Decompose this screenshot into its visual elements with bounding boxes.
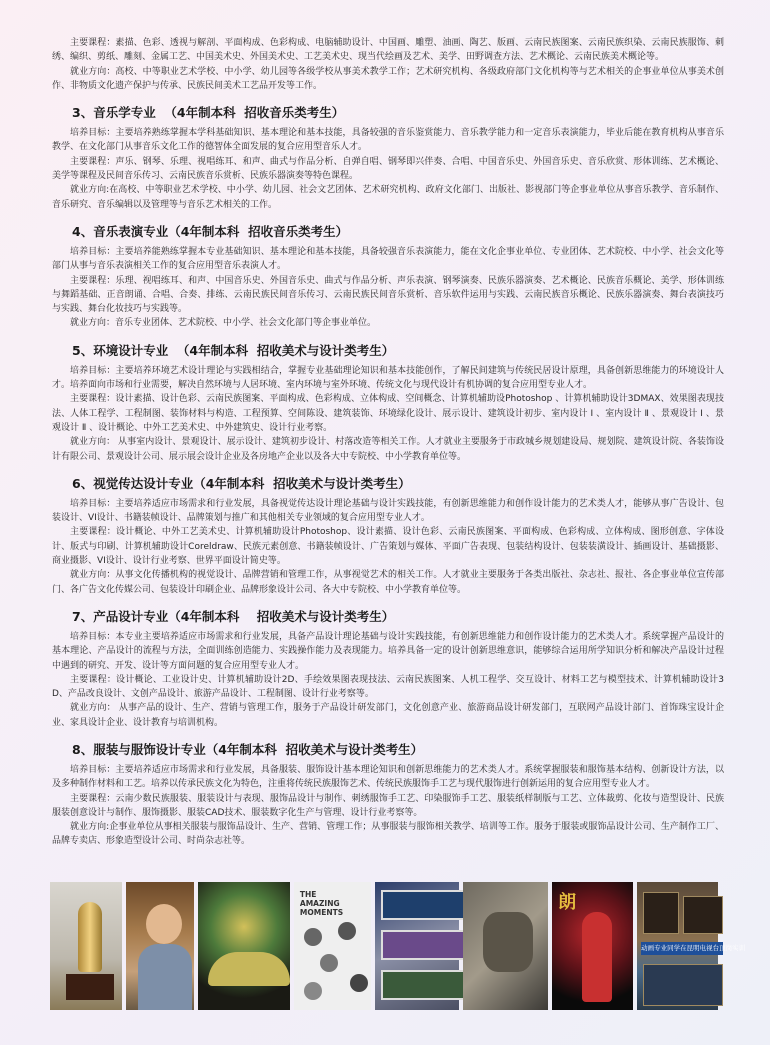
section-paragraph: 主要课程：设计概论、工业设计史、计算机辅助设计2D、手绘效果图表现技法、云南民族图案、人机工程学、交互设计、材料工艺与模型技术、计算机辅助设计3D、产品改良设计、文创产品设计、旅游产品设计、工程制图、设计行业考察等。: [52, 674, 724, 700]
section-title: 5、环境设计专业 （4年制本科 招收美术与设计类考生）: [72, 342, 395, 358]
section-paragraph: 培养目标：本专业主要培养适应市场需求和行业发展，具备产品设计理论基础与设计实践技能，有创新思维能力和创作设计能力的艺术类人才。系统掌握产品设计的基本理论、产品设计的流程与方法，全面训练创造能力、实践操作能力及表现能力。培养具备一定的设计创新思维意识，能够综合运用所学知识分析和解决产品设计过程中遇到的研究、开发、设计等方面问题的复合应用型专业人才。: [52, 631, 724, 671]
jewelry-icon: [304, 928, 322, 946]
section-paragraph: 培养目标：主要培养适应市场需求和行业发展，具备视觉传达设计理论基础与设计实践技能，有创新思维能力和创作设计能力的艺术类人才，能够从事广告设计、包装设计、VI设计、书籍装帧设计、品牌策划与推广和其他相关专业领域的复合应用型专业人才。: [52, 498, 724, 524]
jewelry-icon: [338, 922, 356, 940]
sculpture-shape: [483, 912, 533, 972]
trophy-photo: [50, 882, 122, 1010]
section-paragraph: 主要课程：设计概论、中外工艺美术史、计算机辅助设计Photoshop、设计素描、设计色彩、云南民族图案、平面构成、色彩构成、立体构成、图形创意、字体设计、版式与印刷、计算机辅助设计Coreldraw、民族元素创意、书籍装帧设计、广告策划与媒体、平面广告表现、包装结构设计、包装装潢设计、插画设计、基础摄影、商业摄影、VI设计、设计行业考察、世界平面设计简史等。: [52, 527, 724, 567]
photo-gallery: [50, 882, 746, 1010]
main-content: [52, 36, 724, 849]
collage-panel: [381, 930, 465, 960]
jewelry-icon: [350, 974, 368, 992]
display-box: [683, 896, 723, 934]
section-paragraph: 主要课程：乐理、视唱练耳、和声、中国音乐史、外国音乐史、曲式与作品分析、声乐表演、钢琴演奏、民族乐器演奏、艺术概论、民族音乐概论、美学、形体训练与舞蹈基础、正音朗诵、合唱、合奏、排练、云南民族民间音乐传习、云南民族民间音乐赏析、音乐软件运用与实践、云南民族音乐概论、民族乐器演奏、舞台表演技巧与实践、舞台化妆技巧与实践等。: [52, 275, 724, 315]
top-employment-paragraph: 就业方向：高校、中等职业艺术学校、中小学、幼儿园等各级学校从事美术教学工作；艺术研究机构、各级政府部门文化机构等与艺术相关的企事业单位从事美术创作、非物质文化遗产保护与传承、民族民间美术工艺品开发等工作。: [52, 66, 724, 91]
section-paragraph: 培养目标：主要培养适应市场需求和行业发展，具备服装、服饰设计基本理论知识和创新思维能力的艺术类人才。系统掌握服装和服饰基本结构、创新设计方法，以及多种制作材料和工艺。培养以传承民族文化为特色，注重将传统民族服饰艺术、传统民族服饰手工艺与现代服饰进行创新运用的复合应用型专业人才。: [52, 764, 724, 790]
collage-panel: [381, 890, 465, 920]
costume-figure: [582, 912, 612, 1002]
section-paragraph: 就业方向： 从事室内设计、景观设计、展示设计、建筑初步设计、村落改造等相关工作。人才就业主要服务于市政城乡规划建设局、规划院、建筑设计院、各装饰设计有限公司、景观设计公司、展示展会设计企业及各房地产企业以及各大中专院校、中小学教育单位等。: [52, 437, 724, 462]
display-box: [643, 892, 679, 934]
book-design-photo: [294, 882, 371, 1010]
section-environment-design: [52, 343, 724, 464]
section-paragraph: 就业方向:企事业单位从事相关服装与服饰品设计、生产、营销、管理工作；从事服装与服饰相关教学、培训等工作。服务于服装或服饰品设计公司、生产制作工厂、品牌专卖店、形象造型设计公司、时尚杂志社等。: [52, 822, 724, 847]
animation-training-photo: [637, 882, 746, 1010]
section-paragraph: 就业方向： 从事产品的设计、生产、营销与管理工作，服务于产品设计研发部门，文化创意产业、旅游商品设计研发部门，互联网产品设计部门、首饰珠宝设计企业、家具设计企业、设计教育与培训机构。: [52, 703, 724, 728]
classroom-scene: [643, 964, 723, 1006]
dance-performance-photo: [198, 882, 290, 1010]
section-paragraph: 培养目标：主要培养环境艺术设计理论与实践相结合，掌握专业基础理论知识和基本技能创作，了解民间建筑与传统民居设计原理，具备创新思维能力的环境设计人才。培养面向市场和行业需要，解决自然环境与人居环境、室内环境与室外环境、传统文化与现代设计有机协调的复合应用型专业人才。: [52, 365, 724, 391]
trophy-icon: [78, 902, 102, 972]
jewelry-icon: [320, 954, 338, 972]
section-paragraph: 就业方向:在高校、中等职业艺术学校、中小学、幼儿园、社会文艺团体、艺术研究机构、政府文化部门、出版社、影视部门等企事业单位从事音乐教学、音乐制作、音乐研究、音乐编辑以及管理等与音乐艺术相关的工作。: [52, 185, 724, 210]
jewelry-icon: [304, 982, 322, 1000]
ethnic-costume-photo: [552, 882, 633, 1010]
photo-caption: 动画专业同学在昆明电视台顶岗实训: [641, 942, 723, 955]
painting-photo: [126, 882, 194, 1010]
section-paragraph: 培养目标：主要培养熟练掌握本学科基础知识、基本理论和基本技能，具备较强的音乐鉴赏能力、音乐教学能力和一定音乐表演能力，毕业后能在教育机构从事音乐教学、在文化部门从事音乐文化工作的德智体全面发展的复合应用型音乐人才。: [52, 128, 724, 153]
section-paragraph: 培养目标：主要培养能熟练掌握本专业基础知识、基本理论和基本技能，具备较强音乐表演能力，能在文化企事业单位、专业团体、艺术院校、中小学、社会文化等部门从事与音乐表演相关工作的复合应用型音乐表演人才。: [52, 246, 724, 272]
section-title: 3、音乐学专业 （4年制本科 招收音乐类考生）: [72, 105, 345, 121]
section-paragraph: 主要课程：云南少数民族服装、服装设计与表现、服饰品设计与制作、刺绣服饰手工艺、印染服饰手工艺、服装纸样制版与工艺、立体裁剪、化妆与造型设计、民族服装创意设计与制作、服饰摄影、服装CAD技术、服装数字化生产与管理、设计行业考察等。: [52, 793, 724, 818]
portrait-dress: [138, 944, 192, 1010]
section-paragraph: 主要课程：声乐、钢琴、乐理、视唱练耳、和声、曲式与作品分析、自弹自唱、钢琴即兴伴奏、合唱、中国音乐史、外国音乐史、音乐欣赏、形体训练、艺术概论、美学等课程及民间音乐传习、云南民族音乐赏析、民族乐器演奏等特色课程。: [52, 156, 724, 182]
section-fashion-design: [52, 742, 724, 849]
exhibition-collage-photo: [375, 882, 459, 1010]
trophy-base: [66, 974, 114, 1000]
section-title: 6、视觉传达设计专业（4年制本科 招收美术与设计类考生）: [72, 475, 411, 491]
collage-panel: [381, 970, 465, 1000]
section-music-performance: [52, 224, 724, 331]
section-visual-communication: [52, 476, 724, 597]
section-title: 4、音乐表演专业（4年制本科 招收音乐类考生）: [72, 223, 349, 239]
section-paragraph: 主要课程：设计素描、设计色彩、云南民族图案、平面构成、色彩构成、立体构成、空间概念、计算机辅助设Photoshop 、计算机辅助设计3DMAX、效果图表现技法、人体工程学、工程制图、装饰材料与构造、工程预算、空间陈设、建筑装饰、环境绿化设计、展示设计、建筑设计初步、室内设计 Ⅰ 、室内设计 Ⅱ 、景观设计 Ⅰ 、景观设计 Ⅱ 、设计概论、中外工艺美术史、中外建筑史、设计行业考察。: [52, 394, 724, 433]
section-title: 8、服装与服饰设计专业（4年制本科 招收美术与设计类考生）: [72, 741, 424, 757]
section-music-studies: [52, 105, 724, 212]
section-paragraph: 就业方向：音乐专业团体、艺术院校、中小学、社会文化部门等企事业单位。: [70, 318, 377, 329]
book-title: THE AMAZING MOMENTS: [299, 890, 344, 917]
top-courses-paragraph: 主要课程：素描、色彩、透视与解剖、平面构成、色彩构成、电脑辅助设计、中国画、雕塑、油画、陶艺、版画、云南民族图案、云南民族织染、云南民族服饰、刺绣、编织、剪纸、雕刻、金属工艺、中国美术史、外国美术史、工艺美术史、现当代绘画及艺术、美学、田野调查方法、艺术概论、云南民族美术概论等。: [52, 38, 724, 63]
section-title: 7、产品设计专业（4年制本科 招收美术与设计类考生）: [72, 608, 395, 624]
section-product-design: [52, 609, 724, 730]
section-paragraph: 就业方向：从事文化传播机构的视觉设计、品牌营销和管理工作，从事视觉艺术的相关工作。人才就业主要服务于各类出版社、杂志社、报社、各企事业单位宣传部门、各广告文化传媒公司、包装设计印刷企业、品牌形象设计公司、各大中专院校、中小学教育单位等。: [52, 570, 724, 595]
sculpture-photo: [463, 882, 548, 1010]
dancers-group: [208, 952, 290, 986]
portrait-face: [146, 904, 182, 944]
costume-char: 朗: [558, 892, 577, 913]
